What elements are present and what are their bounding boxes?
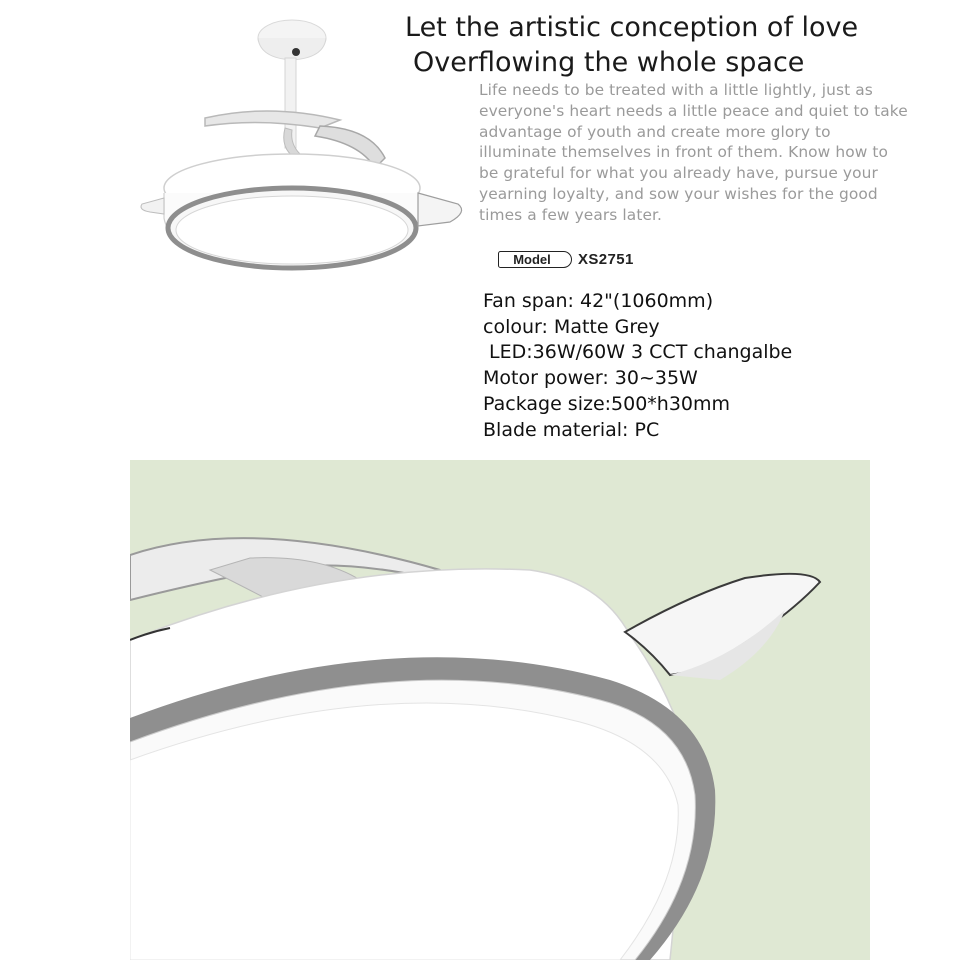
intro-line: yearning loyalty, and sow your wishes for the good	[479, 184, 878, 203]
model-number: XS2751	[578, 250, 634, 268]
spec-list	[483, 289, 792, 443]
model-label-tag: Model	[498, 251, 572, 268]
intro-paragraph	[479, 80, 939, 226]
spec-fan-span: Fan span: 42"(1060mm)	[483, 290, 714, 312]
intro-line: times a few years later.	[479, 205, 663, 224]
intro-line: everyone's heart needs a little peace and quiet to take	[479, 101, 908, 120]
spec-led: LED:36W/60W 3 CCT changalbe	[483, 341, 793, 364]
fan-closeup-image	[130, 460, 870, 960]
spec-motor-power: Motor power: 30~35W	[483, 367, 698, 390]
intro-line: be grateful for what you already have, pursue your	[479, 164, 878, 183]
intro-line: advantage of youth and create more glory to	[479, 122, 831, 141]
headline-line-1: Let the artistic conception of love	[405, 12, 859, 43]
spec-blade-material: Blade material: PC	[483, 418, 660, 441]
model-row	[498, 249, 634, 269]
spec-package-size: Package size:500*h30mm	[483, 392, 731, 415]
intro-line: illuminate themselves in front of them. Know how to	[479, 143, 889, 162]
headline	[405, 10, 875, 80]
spec-colour: colour: Matte Grey	[483, 315, 660, 338]
closeup-photo	[130, 460, 870, 960]
intro-line: Life needs to be treated with a little lightly, just as	[479, 81, 873, 99]
headline-line-2: Overflowing the whole space	[413, 47, 805, 78]
